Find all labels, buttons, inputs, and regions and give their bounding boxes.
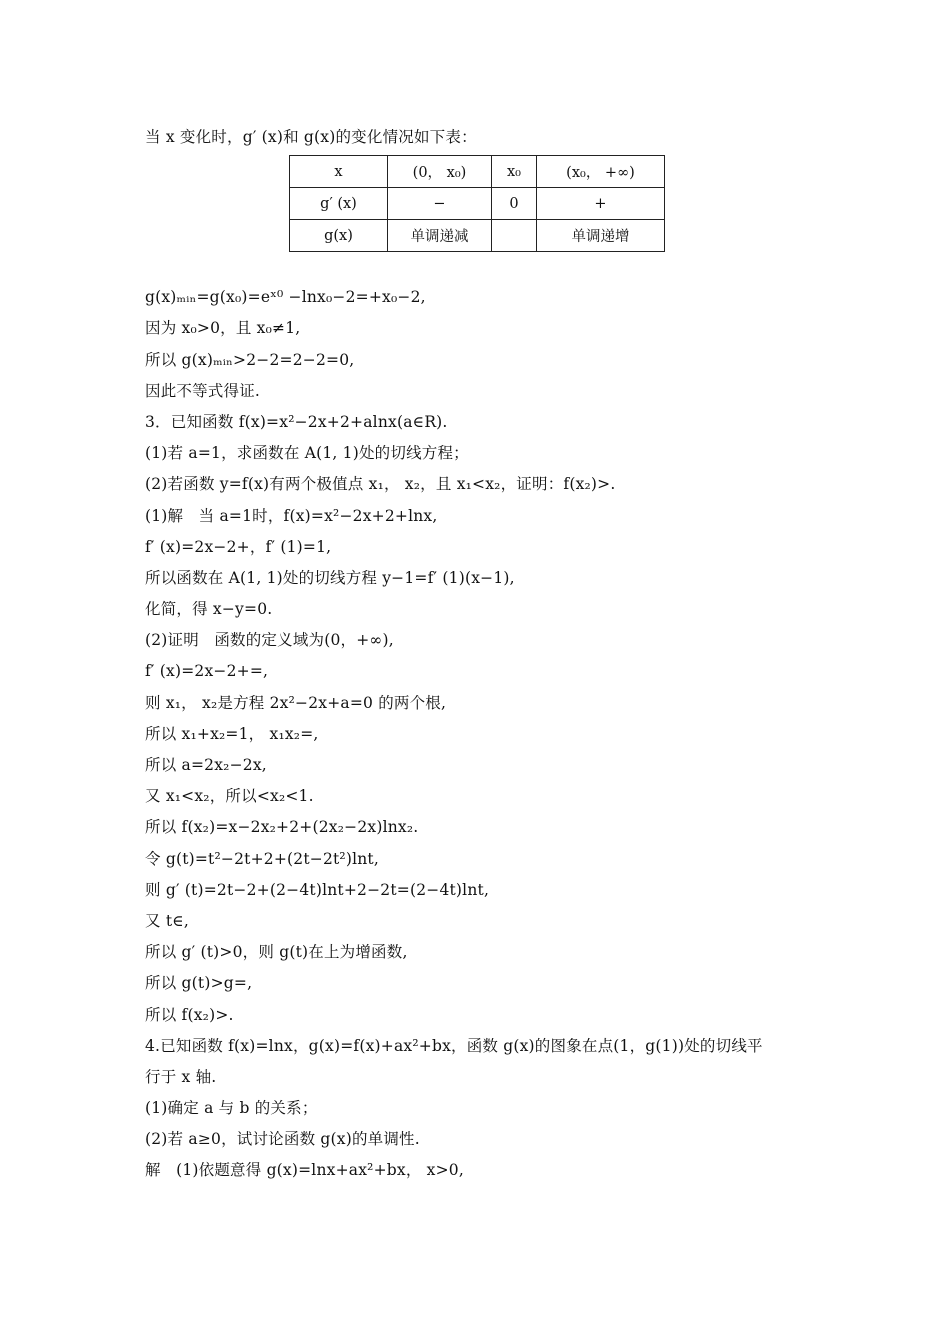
table-cell: x₀ xyxy=(492,156,537,188)
table-cell: 单调递减 xyxy=(388,220,492,252)
text-line: 因为 x₀>0，且 x₀≠1, xyxy=(145,319,301,338)
text-line: 行于 x 轴. xyxy=(145,1067,217,1086)
text-line: 所以 x₁+x₂=1， x₁x₂=, xyxy=(145,724,319,743)
table-row xyxy=(290,220,665,252)
text-line: 化简，得 x−y=0. xyxy=(145,600,273,619)
text-line: 所以 f(x₂)>. xyxy=(145,1005,234,1024)
text-line: g(x)ₘᵢₙ=g(x₀)=eˣ⁰ −lnx₀−2=+x₀−2, xyxy=(145,288,426,307)
table-cell: g′ (x) xyxy=(290,188,388,220)
table-cell: (0， x₀) xyxy=(388,156,492,188)
table-cell: − xyxy=(388,188,492,220)
problem-3-heading: 3．已知函数 f(x)=x²−2x+2+alnx(a∈R). xyxy=(145,412,448,431)
table-row xyxy=(290,156,665,188)
text-line: 则 g′ (t)=2t−2+(2−4t)lnt+2−2t=(2−4t)lnt, xyxy=(145,880,490,899)
text-line: (2)证明 函数的定义域为(0，+∞), xyxy=(145,631,394,650)
text-line: (1)确定 a 与 b 的关系； xyxy=(145,1099,318,1118)
table-cell: 单调递增 xyxy=(537,220,665,252)
text-line: (1)若 a=1，求函数在 A(1, 1)处的切线方程； xyxy=(145,444,469,463)
text-line: 所以 g(t)>g=, xyxy=(145,974,253,993)
text-line: (1)解 当 a=1时，f(x)=x²−2x+2+lnx, xyxy=(145,506,438,525)
text-line: 所以 a=2x₂−2x, xyxy=(145,756,267,774)
problem-4-heading: 4.已知函数 f(x)=lnx，g(x)=f(x)+ax²+bx，函数 g(x)的图象在点(1，g(1))处的切线平 xyxy=(145,1036,763,1055)
intro-line: 当 x 变化时，g′ (x)和 g(x)的变化情况如下表： xyxy=(145,128,477,146)
text-line: f′ (x)=2x−2+=, xyxy=(145,662,269,681)
text-line: 则 x₁， x₂是方程 2x²−2x+a=0 的两个根, xyxy=(145,693,447,712)
spacer xyxy=(145,252,825,282)
text-line: (2)若 a≥0，试讨论函数 g(x)的单调性. xyxy=(145,1130,420,1149)
table-cell xyxy=(492,220,537,252)
text-line: 令 g(t)=t²−2t+2+(2t−2t²)lnt, xyxy=(145,849,379,868)
text-line: 又 x₁<x₂，所以<x₂<1. xyxy=(145,787,314,806)
table-cell: 0 xyxy=(492,188,537,220)
variation-table-wrapper xyxy=(289,155,825,252)
table-cell: g(x) xyxy=(290,220,388,252)
table-cell: (x₀， +∞) xyxy=(537,156,665,188)
text-line: (2)若函数 y=f(x)有两个极值点 x₁， x₂，且 x₁<x₂，证明：f(x₂)>. xyxy=(145,475,616,494)
text-line: 所以 f(x₂)=x−2x₂+2+(2x₂−2x)lnx₂. xyxy=(145,818,419,837)
table-cell: x xyxy=(290,156,388,188)
document-page xyxy=(145,122,825,1187)
text-line: 所以函数在 A(1, 1)处的切线方程 y−1=f′ (1)(x−1), xyxy=(145,568,515,587)
text-line: f′ (x)=2x−2+，f′ (1)=1, xyxy=(145,537,332,556)
text-line: 所以 g′ (t)>0，则 g(t)在上为增函数, xyxy=(145,943,408,962)
text-line: 又 t∈, xyxy=(145,911,190,930)
table-row xyxy=(290,188,665,220)
text-line: 所以 g(x)ₘᵢₙ>2−2=2−2=0, xyxy=(145,350,355,369)
variation-table xyxy=(289,155,665,252)
text-line: 解 (1)依题意得 g(x)=lnx+ax²+bx， x>0, xyxy=(145,1161,464,1180)
table-cell: + xyxy=(537,188,665,220)
text-line: 因此不等式得证. xyxy=(145,381,261,400)
